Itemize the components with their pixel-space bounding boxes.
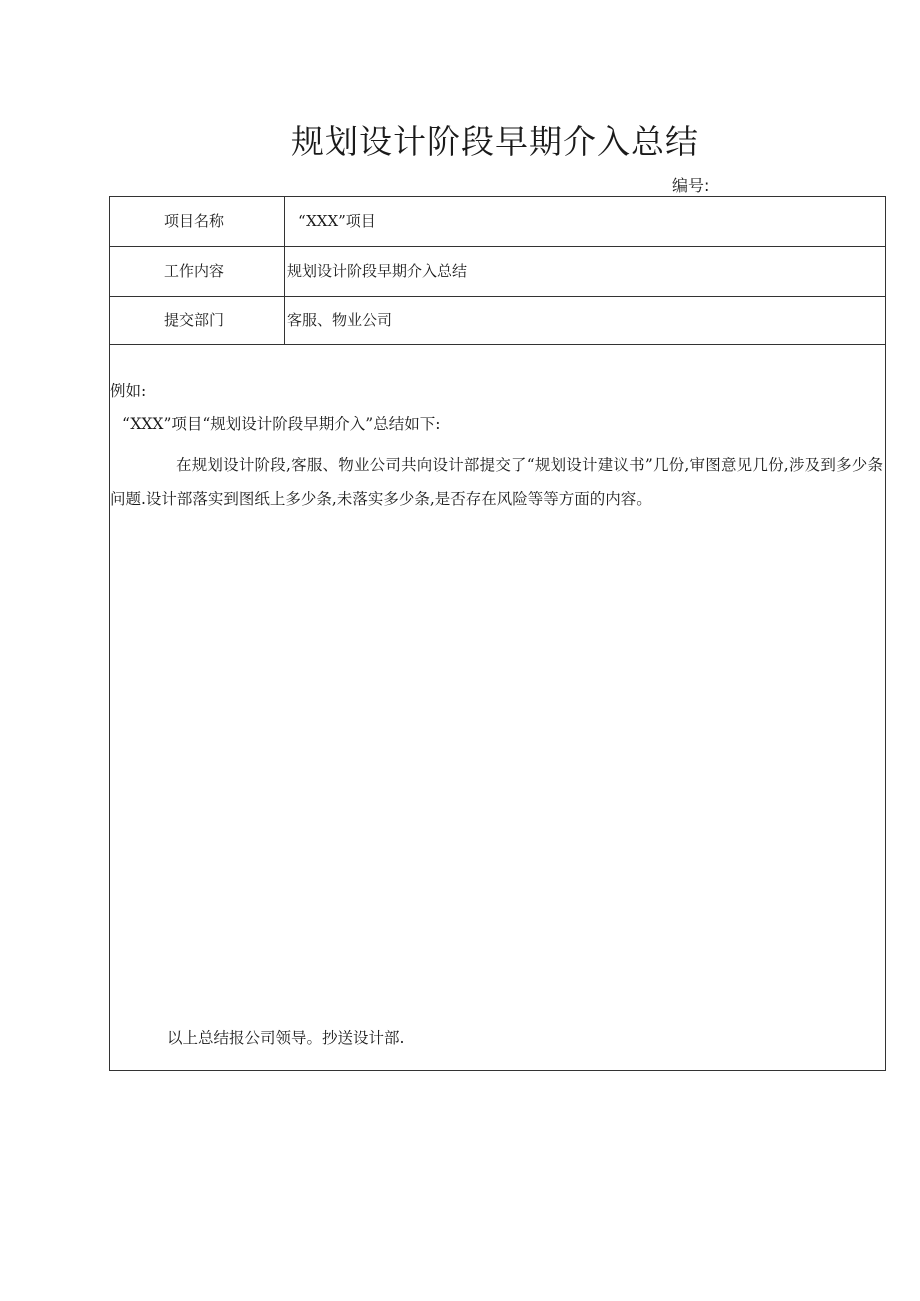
- table-row-project-name: [110, 197, 885, 247]
- summary-content-area: [110, 345, 885, 1070]
- summary-intro-line: “XXX”项目“规划设计阶段早期介入”总结如下:: [122, 415, 441, 433]
- department-label: 提交部门: [110, 296, 285, 345]
- summary-paragraph: 在规划设计阶段,客服、物业公司共向设计部提交了“规划设计建议书”几份,审图意见几份,涉及到多少条问题.设计部落实到图纸上多少条,未落实多少条,是否存在风险等等方面的内容。: [110, 456, 883, 508]
- document-title: 规划设计阶段早期介入总结: [291, 122, 699, 161]
- example-label: 例如:: [110, 382, 147, 400]
- table-row-work-content: [110, 247, 885, 297]
- department-value: 客服、物业公司: [287, 311, 393, 329]
- summary-footer-note: 以上总结报公司领导。抄送设计部.: [167, 1029, 405, 1047]
- work-content-label: 工作内容: [110, 247, 285, 296]
- table-row-department: [110, 296, 885, 345]
- project-name-label: 项目名称: [110, 197, 285, 246]
- work-content-value: 规划设计阶段早期介入总结: [287, 262, 468, 280]
- summary-form-table: [109, 196, 886, 1071]
- project-name-value: “XXX”项目: [298, 212, 376, 230]
- serial-number-label: 编号:: [672, 176, 710, 195]
